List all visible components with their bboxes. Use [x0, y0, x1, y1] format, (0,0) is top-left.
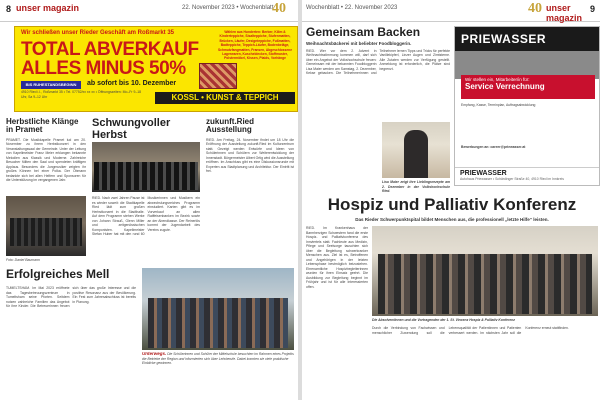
ad-date-line: ab sofort bis 10. Dezember — [87, 80, 177, 87]
page-number: 9 — [590, 4, 596, 14]
ad-line-discount: ALLES MINUS 50% — [21, 58, 186, 79]
article-title: Schwungvoller Herbst — [92, 117, 171, 141]
article-subtitle: Das Rieder Schwerpunktspital bildet Menschen aus, die professionell „letzte Hilfe“ leisten. — [355, 216, 549, 222]
magazine-brand: unser magazin — [16, 3, 80, 13]
right-page-header — [302, 0, 600, 22]
right-page — [302, 0, 600, 400]
priewasser-job-ad[interactable] — [454, 26, 600, 186]
priewasser-logo: PRIEWASSER — [455, 27, 599, 51]
left-page-header — [0, 0, 298, 22]
band-photo — [6, 196, 86, 256]
ad-headline: Wir schließen unser Rieder Geschäft am Roßmarkt 35 — [21, 30, 174, 36]
issue-date: Wochenblatt • 22. November 2023 — [306, 5, 398, 11]
caption-text: Die Schülerinnen und Schüler der Mittelschule besuchten im Rahmen eines Projekts die Betriebe der Region und informierten sich über Lehrberufe. Dabei konnten sie viele praktische Einblicke gewinnen. — [142, 352, 294, 365]
job-banner — [461, 75, 595, 99]
article-title: Erfolgreiches Mell — [6, 267, 110, 281]
article-pramet — [6, 118, 86, 206]
article-body: RIED. Am Freitag, 24. November findet um 18 Uhr die Eröffnung der Ausstellung zukunft.Ried im Kulturzentrum statt. Gezeigt werden Entwürfe und Ideen von Schülerinnen und Schülern zur Weiterentwicklung der Innenstadt. Bürgermeister Albert Ortig wird die Ausstellung eröffnen. Im Anschluss gibt es eine Diskussionsrunde mit Experten aus Stadtplanung und Architektur. Der Eintritt ist frei. — [206, 137, 294, 174]
job-apply-contact[interactable]: Bewerbungen an: career@priewasser.at — [461, 145, 526, 149]
page-number: 8 — [6, 4, 12, 14]
article-backen — [306, 26, 450, 123]
article-body: PRAMET. Die Musikkapelle Pramet lud am 20. November zu ihrem Herbstkonzert in den Veranstaltungssaal der Gemeinde. Unter der Leitung von Kapellmeister Franz Meier erklangen bekannte Melodien aus Klassik und Moderne. Zahlreiche Besucher füllten den Saal und spendeten kräftigen Applaus. Besonders die Jungmusiker zeigten ihr großes Können bei einer Polka. Der Obmann bedankte sich bei allen Helfern und Sponsoren für die Unterstützung im vergangenen Jahr. — [6, 137, 86, 183]
article-title: Herbstliche Klänge in Pramet — [6, 117, 79, 135]
job-position: Service Verrechnung — [465, 82, 545, 91]
clearance-sale-ad[interactable] — [14, 26, 298, 112]
ad-line-total-sale: TOTAL ABVERKAUF — [21, 39, 199, 60]
left-page — [0, 0, 298, 400]
footer-address: Autohaus Priewasser • Schärdinger Straße 40, 4910 Ried im Innkreis — [460, 177, 564, 181]
magazine-brand: unser magazin — [546, 3, 583, 23]
article-title: Gemeinsam Backen — [306, 25, 421, 39]
job-intro: Wir stellen ein, Mitarbeiter/in für: — [465, 77, 530, 82]
article-body: TUMELTSHAM. Im Mai 2023 eröffnete das Tagesbetreuungszentrum in Tumeltsham seine Pforten. Seitdem nutzen zahlreiche Familien das Angebot für ihre Kinder. Die Betreuerinnen freuen sich über das große Interesse und die positive Resonanz aus der Bevölkerung. Ein Fest zum Jahresabschluss ist bereits in Planung. — [6, 286, 136, 308]
conference-group-photo — [372, 226, 598, 316]
article-hospiz-header — [306, 196, 598, 222]
ad-footer — [455, 167, 599, 185]
job-details: Empfang, Kasse, Terminplan, Auftragsabwicklung — [461, 103, 536, 107]
footer-logo: PRIEWASSER — [460, 170, 507, 177]
caption-title: Unterwegs. — [142, 351, 167, 356]
ad-contact-info: 4910 Ried i.I., Roßmarkt 35 • Tel. 07752/xx xx xx • Öffnungszeiten: Mo–Fr 9–18 Uhr, Sa 9–12 Uhr — [21, 90, 141, 99]
article-body-continued: Durch die Verbindung von Fachwissen und menschlicher Zuwendung soll die Lebensqualität der Patientinnen und Patienten verbessert werden. Im nächsten Jahr soll die Konferenz erneut stattfinden. — [372, 326, 569, 335]
article-title: zukunft.Ried Ausstellung — [206, 117, 254, 135]
photo-caption: Lisa Maier zeigt ihre Lieblingsrezepte am 2. Dezember in der Volkshochschule Ried. — [382, 180, 450, 193]
anniversary-logo: 40 — [528, 1, 542, 16]
ad-brand-logo: KOSSL • KUNST & TEPPICH — [155, 92, 295, 104]
article-ausstellung — [206, 118, 294, 266]
article-body: RIED. Im Krankenhaus der Barmherzigen Schwestern fand die erste Hospiz- und Palliativkonferenz des Innviertels statt. Fachleute aus Medizin, Pflege und Seelsorge tauschten sich über die Begleitung schwerkranker Menschen aus. Ziel ist es, Betroffenen und Angehörigen in der letzten Lebensphase bestmöglich beizustehen. Ehrenamtliche Hospizbegleiterinnen wurden für ihren Einsatz geehrt. Die Ausbildung zur Begleitung beginnt im Frühjahr und ist für alle Interessierten offen. — [306, 226, 368, 289]
article-title: Hospiz und Palliativ Konferenz — [327, 195, 577, 214]
article-mell — [6, 268, 126, 281]
photo-caption: Die Absolventinnen und die Vortragenden der 1. St. Vincenz Hospiz & Palliativ Konferenz — [372, 318, 515, 322]
foodblogger-photo — [382, 122, 450, 178]
photo-caption — [142, 352, 294, 366]
photo-credit: Foto: Daniel Baumann — [6, 258, 40, 262]
orchestra-photo — [92, 142, 200, 192]
ad-badge: BIS RUHESTANDSBEGINN — [21, 81, 81, 89]
article-body: RIED. Wer vor dem 2. Advent in Weihnachtsstimmung kommen will, darf sich über ein Angebot der Volkshochschule freuen: Gemeinsam mit der bekannten Foodbloggerin Lisa Maier werden am Samstag, 2. Dezember, Kekse gebacken. Die Teilnehmerinnen und Teilnehmer lernen Tipps und Tricks für perfekte Vanillekipferl, Linzer Augen und Zimtsterne. Alle Zutaten werden zur Verfügung gestellt. Anmeldung ist erforderlich, die Plätze sind begrenzt. — [306, 48, 450, 76]
group-photo — [142, 268, 294, 350]
article-body: RIED. Nach zwei Jahren Pause ist es wieder soweit: die Stadtkapelle Ried lädt zum großen Herbstkonzert in die Stadthalle. Auf dem Programm stehen Werke von Johann Strauß, Glenn Miller und zeitgenössischen Komponisten. Kapellmeister Stefan Huber hat mit den rund 60 Musikerinnen und Musikern ein abwechslungsreiches Programm einstudiert. Karten gibt es im Vorverkauf an allen Raiffeisenbanken im Bezirk sowie an der Abendkasse. Der Reinerlös kommt der Jugendarbeit des Vereins zugute. — [92, 196, 200, 236]
issue-date: 22. November 2023 • Wochenblatt — [182, 5, 274, 11]
carpet-image — [199, 63, 237, 89]
anniversary-logo: 40 — [272, 1, 286, 16]
ad-feature-list: Wählen aus Hunderten: Berber, Kilim & Kinderteppiche, Sisalteppiche, Stufenmatten, Brücken, Läufer, Designteppiche, Fußmatten, Badteppiche, Teppich-Läufer, Bodenbeläge, Schmutzfangmatten, Fransen, Abgeschlossene Lagerwaren, Kuscheldecken, Stoffmuster, Polstermöbel, Kissen, Plaids, Vorhänge — [217, 30, 293, 61]
article-subtitle: Weihnachtsbäckerei mit beliebter Foodbloggerin. — [306, 40, 412, 46]
